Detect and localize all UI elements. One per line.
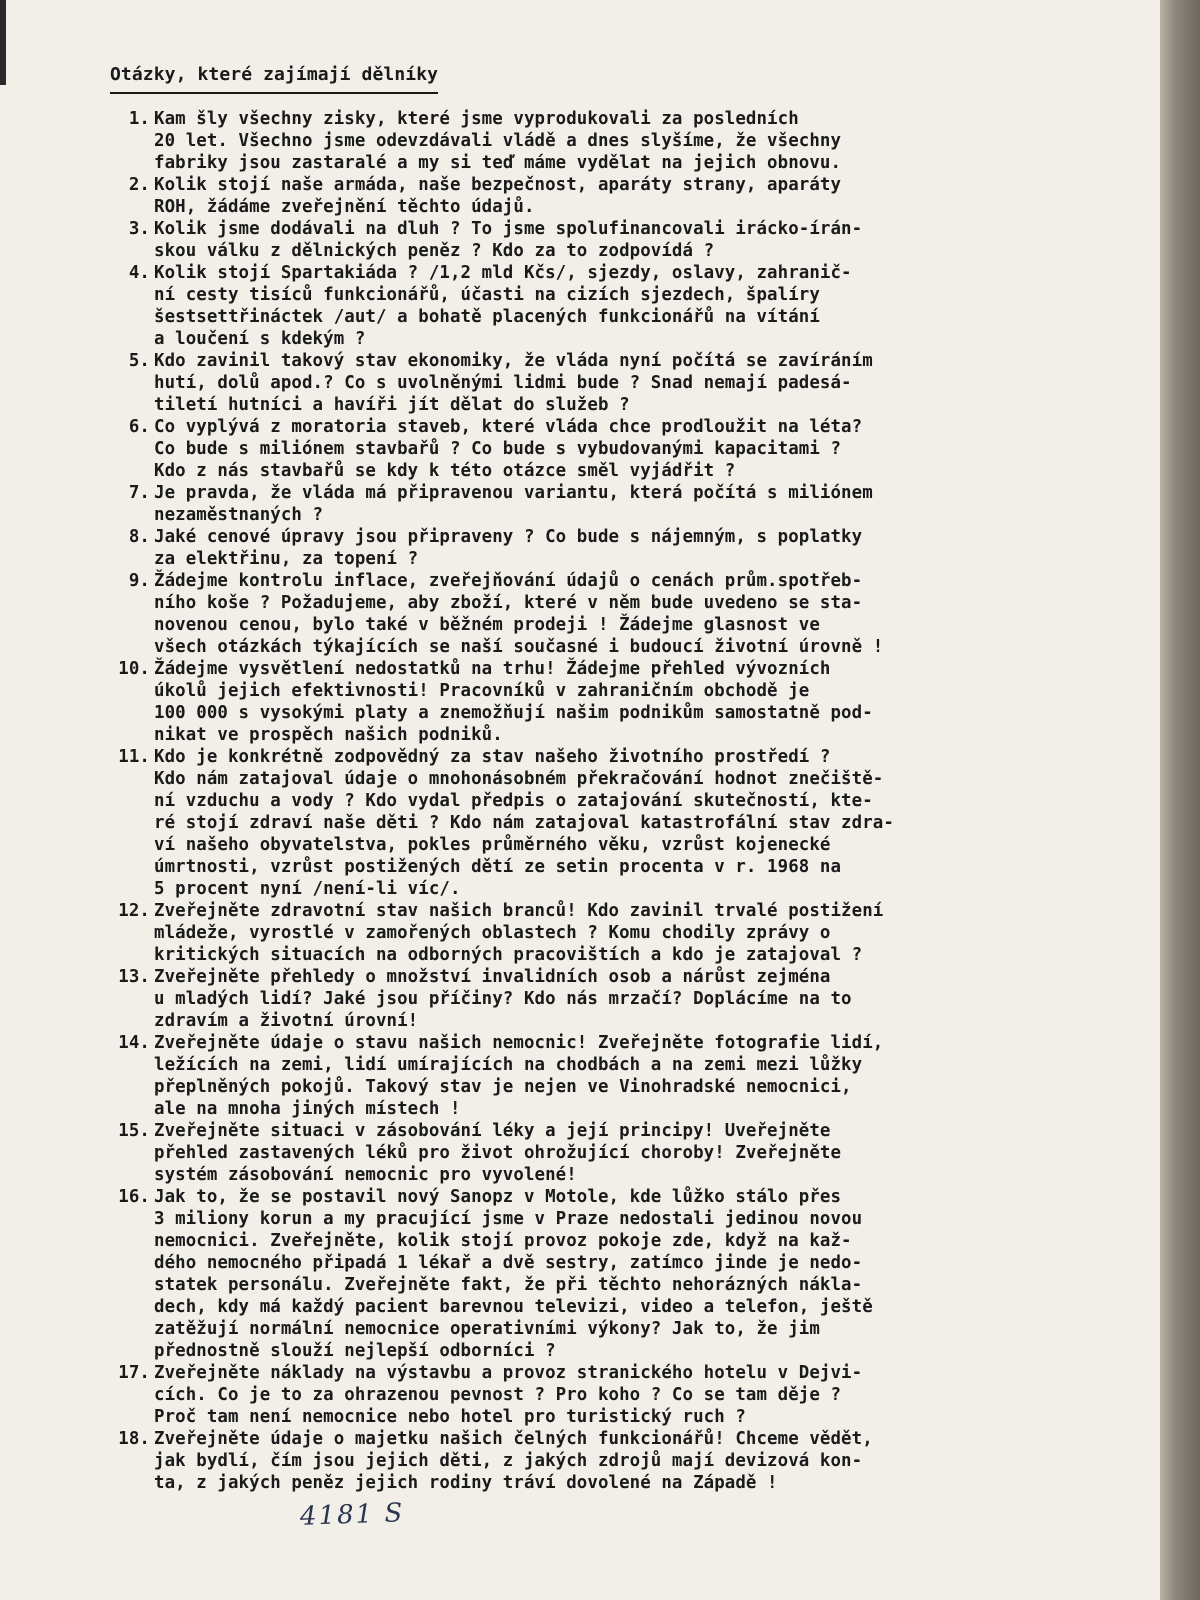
question-text-line: skou válku z dělnických peněz ? Kdo za to zodpovídá ? <box>154 241 715 261</box>
question-text <box>154 482 1110 526</box>
question-text <box>154 1032 1110 1120</box>
question-text-line: systém zásobování nemocnic pro vyvolené! <box>154 1165 577 1185</box>
question-text-line: Kdo z nás stavbařů se kdy k této otázce směl vyjádřit ? <box>154 461 736 481</box>
question-text <box>154 526 1110 570</box>
question-text-line: 20 let. Všechno jsme odevzdávali vládě a dnes slyšíme, že všechny <box>154 131 842 151</box>
question-text-line: dech, kdy má každý pacient barevnou televizi, video a telefon, ještě <box>154 1297 873 1317</box>
question-text-line: všech otázkách týkajících se naší současné i budoucí životní úrovně ! <box>154 637 884 657</box>
question-number: 6. <box>128 417 150 437</box>
question-text-line: šestsettřináctek /aut/ a bohatě placených funkcionářů na vítání <box>154 307 820 327</box>
question-text <box>154 900 1110 966</box>
question-item <box>110 262 1110 350</box>
question-text-line: Kdo nám zatajoval údaje o mnohonásobném překračování hodnot znečiště- <box>154 769 884 789</box>
question-number: 16. <box>118 1187 150 1207</box>
question-text-line: Proč tam není nemocnice nebo hotel pro turistický ruch ? <box>154 1407 746 1427</box>
question-item <box>110 570 1110 658</box>
question-text-line: ní vzduchu a vody ? Kdo vydal předpis o zatajování skutečností, kte- <box>154 791 873 811</box>
question-text-line: statek personálu. Zveřejněte fakt, že při těchto nehorázných nákla- <box>154 1275 863 1295</box>
question-text-line: a loučení s kdekým ? <box>154 329 366 349</box>
document-title: Otázky, které zajímají dělníky <box>110 60 438 94</box>
question-item <box>110 1186 1110 1362</box>
question-text-line: Je pravda, že vláda má připravenou variantu, která počítá s miliónem <box>154 483 873 503</box>
question-text-line: ta, z jakých peněz jejich rodiny tráví dovolené na Západě ! <box>154 1473 778 1493</box>
question-item <box>110 482 1110 526</box>
question-text-line: za elektřinu, za topení ? <box>154 549 419 569</box>
question-number: 15. <box>118 1121 150 1141</box>
question-text <box>154 416 1110 482</box>
question-text <box>154 1428 1110 1494</box>
question-item <box>110 746 1110 900</box>
question-text-line: úmrtnosti, vzrůst postižených dětí ze setin procenta v r. 1968 na <box>154 857 842 877</box>
question-text-line: hutí, dolů apod.? Co s uvolněnými lidmi bude ? Snad nemají padesá- <box>154 373 852 393</box>
question-text <box>154 262 1110 350</box>
question-text-line: 100 000 s vysokými platy a znemožňují našim podnikům samostatně pod- <box>154 703 873 723</box>
question-text-line: 5 procent nyní /není-li víc/. <box>154 879 461 899</box>
question-text-line: fabriky jsou zastaralé a my si teď máme vydělat na jejich obnovu. <box>154 153 842 173</box>
question-text-line: Jaké cenové úpravy jsou připraveny ? Co bude s nájemným, s poplatky <box>154 527 863 547</box>
question-text-line: přehled zastavených léků pro život ohrožující choroby! Zveřejněte <box>154 1143 842 1163</box>
question-text <box>154 570 1110 658</box>
question-text-line: cích. Co je to za ohrazenou pevnost ? Pro koho ? Co se tam děje ? <box>154 1385 842 1405</box>
question-text-line: Co vyplývá z moratoria staveb, které vláda chce prodloužit na léta? <box>154 417 863 437</box>
question-text-line: Jak to, že se postavil nový Sanopz v Motole, kde lůžko stálo přes <box>154 1187 842 1207</box>
question-text <box>154 1120 1110 1186</box>
question-number: 18. <box>118 1429 150 1449</box>
question-text-line: Kolik jsme dodávali na dluh ? To jsme spolufinancovali irácko-írán- <box>154 219 863 239</box>
question-text-line: kritických situacích na odborných pracovištích a kdo je zatajoval ? <box>154 945 863 965</box>
question-text-line: ního koše ? Požadujeme, aby zboží, které v něm bude uvedeno se sta- <box>154 593 863 613</box>
question-item <box>110 526 1110 570</box>
question-number: 11. <box>118 747 150 767</box>
question-number: 8. <box>128 527 150 547</box>
question-number: 14. <box>118 1033 150 1053</box>
question-text-line: Kam šly všechny zisky, které jsme vyprodukovali za posledních <box>154 109 799 129</box>
question-text <box>154 218 1110 262</box>
question-text-line: nezaměstnaných ? <box>154 505 324 525</box>
question-text-line: Zveřejněte zdravotní stav našich branců! Kdo zavinil trvalé postižení <box>154 901 884 921</box>
question-text-line: Zveřejněte údaje o stavu našich nemocnic! Zveřejněte fotografie lidí, <box>154 1033 884 1053</box>
question-item <box>110 1428 1110 1494</box>
question-text-line: nemocnici. Zveřejněte, kolik stojí provoz pokoje zde, když na kaž- <box>154 1231 852 1251</box>
question-text-line: ví našeho obyvatelstva, pokles průměrného věku, vzrůst kojenecké <box>154 835 831 855</box>
question-text <box>154 108 1110 174</box>
question-text-line: Žádejme vysvětlení nedostatků na trhu! Žádejme přehled vývozních <box>154 659 831 679</box>
handwritten-note: 4181 S <box>299 1498 405 1532</box>
question-text-line: ležících na zemi, lidí umírajících na chodbách a na zemi mezi lůžky <box>154 1055 863 1075</box>
question-text <box>154 350 1110 416</box>
question-number: 13. <box>118 967 150 987</box>
question-text-line: Kolik stojí Spartakiáda ? /1,2 mld Kčs/, sjezdy, oslavy, zahranič- <box>154 263 852 283</box>
question-number: 10. <box>118 659 150 679</box>
question-number: 5. <box>128 351 150 371</box>
question-text-line: Co bude s miliónem stavbařů ? Co bude s vybudovanými kapacitami ? <box>154 439 842 459</box>
question-text-line: Zveřejněte údaje o majetku našich čelných funkcionářů! Chceme vědět, <box>154 1429 873 1449</box>
question-text-line: ní cesty tisíců funkcionářů, účasti na cizích sjezdech, špalíry <box>154 285 820 305</box>
question-text-line: Kdo je konkrétně zodpovědný za stav našeho životního prostředí ? <box>154 747 831 767</box>
question-text-line: nikat ve prospěch našich podniků. <box>154 725 503 745</box>
question-text-line: 3 miliony korun a my pracující jsme v Praze nedostali jedinou novou <box>154 1209 863 1229</box>
question-item <box>110 1032 1110 1120</box>
question-text <box>154 658 1110 746</box>
question-item <box>110 1120 1110 1186</box>
question-text <box>154 966 1110 1032</box>
question-text-line: přeplněných pokojů. Takový stav je nejen ve Vinohradské nemocnici, <box>154 1077 852 1097</box>
question-text-line: ré stojí zdraví naše děti ? Kdo nám zatajoval katastrofální stav zdra- <box>154 813 894 833</box>
question-number: 9. <box>128 571 150 591</box>
question-number: 4. <box>128 263 150 283</box>
question-number: 7. <box>128 483 150 503</box>
question-number: 3. <box>128 219 150 239</box>
question-text-line: Žádejme kontrolu inflace, zveřejňování údajů o cenách prům.spotřeb- <box>154 571 863 591</box>
question-text-line: zdravím a životní úrovní! <box>154 1011 419 1031</box>
question-item <box>110 218 1110 262</box>
question-number: 1. <box>128 109 150 129</box>
question-text <box>154 174 1110 218</box>
question-text-line: u mladých lidí? Jaké jsou příčiny? Kdo nás mrzačí? Doplácíme na to <box>154 989 852 1009</box>
question-text-line: Kolik stojí naše armáda, naše bezpečnost, aparáty strany, aparáty <box>154 175 842 195</box>
question-list <box>110 108 1110 1494</box>
document-content <box>110 60 1110 1494</box>
question-number: 17. <box>118 1363 150 1383</box>
question-item <box>110 174 1110 218</box>
question-text <box>154 746 1110 900</box>
question-text <box>154 1362 1110 1428</box>
question-text <box>154 1186 1110 1362</box>
page-edge-shadow <box>0 0 6 85</box>
question-item <box>110 1362 1110 1428</box>
question-text-line: úkolů jejich efektivnosti! Pracovníků v zahraničním obchodě je <box>154 681 810 701</box>
question-text-line: tiletí hutníci a havíři jít dělat do služeb ? <box>154 395 630 415</box>
question-item <box>110 966 1110 1032</box>
question-text-line: Kdo zavinil takový stav ekonomiky, že vláda nyní počítá se zavíráním <box>154 351 873 371</box>
question-text-line: mládeže, vyrostlé v zamořených oblastech ? Komu chodily zprávy o <box>154 923 831 943</box>
question-item <box>110 350 1110 416</box>
question-item <box>110 416 1110 482</box>
question-text-line: ROH, žádáme zveřejnění těchto údajů. <box>154 197 535 217</box>
question-text-line: Zveřejněte náklady na výstavbu a provoz stranického hotelu v Dejvi- <box>154 1363 863 1383</box>
question-text-line: Zveřejněte situaci v zásobování léky a její principy! Uveřejněte <box>154 1121 831 1141</box>
background-margin <box>1160 0 1200 1600</box>
question-text-line: jak bydlí, čím jsou jejich děti, z jakých zdrojů mají devizová kon- <box>154 1451 863 1471</box>
question-text-line: ale na mnoha jiných místech ! <box>154 1099 461 1119</box>
question-item <box>110 900 1110 966</box>
question-number: 2. <box>128 175 150 195</box>
question-text-line: novenou cenou, bylo také v běžném prodeji ! Žádejme glasnost ve <box>154 615 820 635</box>
question-text-line: Zveřejněte přehledy o množství invalidních osob a nárůst zejména <box>154 967 831 987</box>
question-text-line: zatěžují normální nemocnice operativními výkony? Jak to, že jim <box>154 1319 820 1339</box>
question-number: 12. <box>118 901 150 921</box>
question-item <box>110 658 1110 746</box>
question-text-line: přednostně slouží nejlepší odborníci ? <box>154 1341 556 1361</box>
question-text-line: dého nemocného připadá 1 lékař a dvě sestry, zatímco jinde je nedo- <box>154 1253 863 1273</box>
question-item <box>110 108 1110 174</box>
